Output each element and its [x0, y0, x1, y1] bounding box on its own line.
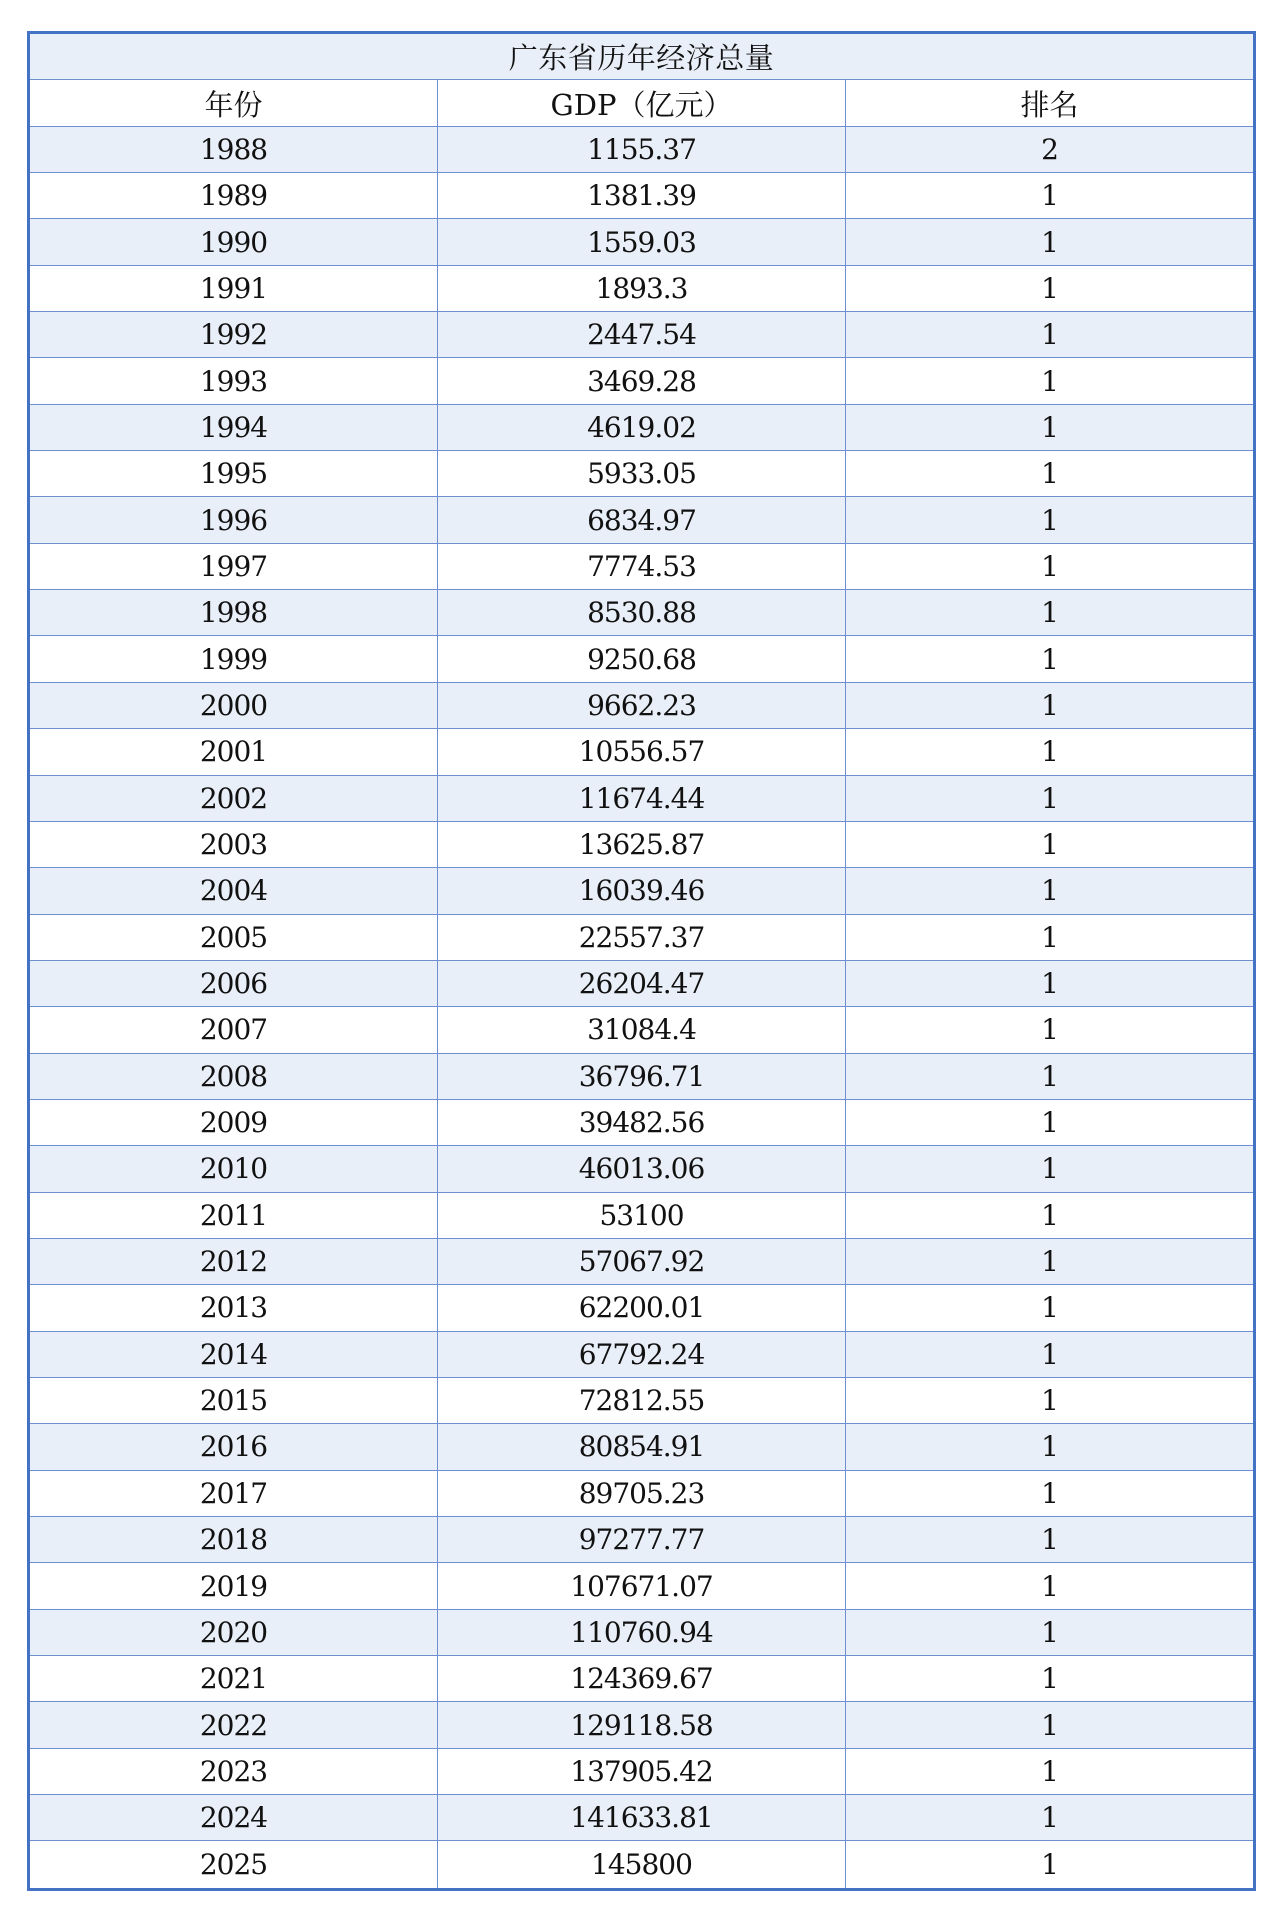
rank-cell: 1	[1041, 1754, 1058, 1788]
rank-cell: 1	[1041, 179, 1058, 213]
year-cell: 2015	[30, 1378, 438, 1423]
year-cell: 2005	[30, 915, 438, 960]
table-row	[30, 219, 1253, 265]
table-row	[30, 127, 1253, 173]
rank-cell: 1	[1041, 503, 1058, 537]
rank-cell: 1	[1041, 271, 1058, 305]
table-row	[30, 590, 1253, 636]
rank-cell: 1	[1041, 1662, 1058, 1696]
gdp-cell: 1559.03	[438, 219, 846, 264]
rank-cell: 1	[1041, 1059, 1058, 1093]
gdp-cell: 4619.02	[438, 405, 846, 450]
table-row	[30, 358, 1253, 404]
gdp-cell: 22557.37	[438, 915, 846, 960]
table-row	[30, 683, 1253, 729]
table-row	[30, 1100, 1253, 1146]
table-header-row	[30, 80, 1253, 126]
gdp-cell: 11674.44	[438, 776, 846, 821]
rank-cell: 1	[1041, 410, 1058, 444]
gdp-cell: 53100	[438, 1193, 846, 1238]
table-row	[30, 312, 1253, 358]
gdp-cell: 137905.42	[438, 1749, 846, 1794]
year-cell: 2010	[30, 1146, 438, 1191]
gdp-cell: 46013.06	[438, 1146, 846, 1191]
year-cell: 2018	[30, 1517, 438, 1562]
rank-cell: 1	[1041, 688, 1058, 722]
gdp-cell: 1155.37	[438, 127, 846, 172]
rank-cell: 1	[1041, 1569, 1058, 1603]
year-cell: 2024	[30, 1795, 438, 1840]
gdp-cell: 3469.28	[438, 358, 846, 403]
gdp-cell: 124369.67	[438, 1656, 846, 1701]
year-cell: 2000	[30, 683, 438, 728]
table-row	[30, 1517, 1253, 1563]
table-row	[30, 497, 1253, 543]
table-row	[30, 1007, 1253, 1053]
gdp-cell: 72812.55	[438, 1378, 846, 1423]
gdp-cell: 9662.23	[438, 683, 846, 728]
table-row	[30, 1424, 1253, 1470]
gdp-cell: 5933.05	[438, 451, 846, 496]
table-row	[30, 1054, 1253, 1100]
gdp-cell: 9250.68	[438, 636, 846, 681]
table-row	[30, 544, 1253, 590]
gdp-table	[27, 31, 1256, 1891]
table-row	[30, 1563, 1253, 1609]
gdp-cell: 13625.87	[438, 822, 846, 867]
rank-cell: 2	[1041, 132, 1058, 166]
rank-cell: 1	[1041, 642, 1058, 676]
rank-cell: 1	[1041, 1198, 1058, 1232]
table-row	[30, 405, 1253, 451]
gdp-cell: 110760.94	[438, 1610, 846, 1655]
gdp-cell: 26204.47	[438, 961, 846, 1006]
gdp-cell: 7774.53	[438, 544, 846, 589]
rank-cell: 1	[1041, 1430, 1058, 1464]
table-row	[30, 822, 1253, 868]
table-row	[30, 868, 1253, 914]
gdp-cell: 129118.58	[438, 1702, 846, 1747]
gdp-cell: 10556.57	[438, 729, 846, 774]
year-cell: 2025	[30, 1841, 438, 1887]
table-row	[30, 1332, 1253, 1378]
year-cell: 1993	[30, 358, 438, 403]
year-cell: 2011	[30, 1193, 438, 1238]
table-row	[30, 1193, 1253, 1239]
table-row	[30, 451, 1253, 497]
rank-cell: 1	[1041, 1106, 1058, 1140]
year-cell: 2022	[30, 1702, 438, 1747]
table-row	[30, 1610, 1253, 1656]
year-cell: 2008	[30, 1054, 438, 1099]
year-cell: 2014	[30, 1332, 438, 1377]
rank-cell: 1	[1041, 1013, 1058, 1047]
rank-cell: 1	[1041, 1615, 1058, 1649]
rank-cell: 1	[1041, 225, 1058, 259]
table-row	[30, 1795, 1253, 1841]
rank-cell: 1	[1041, 1801, 1058, 1835]
gdp-cell: 80854.91	[438, 1424, 846, 1469]
rank-cell: 1	[1041, 735, 1058, 769]
column-header-gdp: GDP（亿元）	[438, 80, 846, 125]
gdp-cell: 97277.77	[438, 1517, 846, 1562]
rank-cell: 1	[1041, 1384, 1058, 1418]
gdp-cell: 31084.4	[438, 1007, 846, 1052]
table-row	[30, 173, 1253, 219]
year-cell: 1998	[30, 590, 438, 635]
table-row	[30, 1702, 1253, 1748]
table-row	[30, 1656, 1253, 1702]
year-cell: 2003	[30, 822, 438, 867]
gdp-cell: 89705.23	[438, 1471, 846, 1516]
year-cell: 1997	[30, 544, 438, 589]
year-cell: 2021	[30, 1656, 438, 1701]
rank-cell: 1	[1041, 457, 1058, 491]
year-cell: 2007	[30, 1007, 438, 1052]
year-cell: 2004	[30, 868, 438, 913]
rank-cell: 1	[1041, 596, 1058, 630]
table-body	[30, 127, 1253, 1888]
year-cell: 2017	[30, 1471, 438, 1516]
year-cell: 2016	[30, 1424, 438, 1469]
year-cell: 2012	[30, 1239, 438, 1284]
year-cell: 1994	[30, 405, 438, 450]
year-cell: 2009	[30, 1100, 438, 1145]
rank-cell: 1	[1041, 1848, 1058, 1882]
gdp-cell: 16039.46	[438, 868, 846, 913]
rank-cell: 1	[1041, 967, 1058, 1001]
gdp-cell: 145800	[438, 1841, 846, 1887]
gdp-cell: 67792.24	[438, 1332, 846, 1377]
rank-cell: 1	[1041, 874, 1058, 908]
table-row	[30, 961, 1253, 1007]
rank-cell: 1	[1041, 1291, 1058, 1325]
table-row	[30, 729, 1253, 775]
gdp-cell: 107671.07	[438, 1563, 846, 1608]
gdp-cell: 36796.71	[438, 1054, 846, 1099]
rank-cell: 1	[1041, 920, 1058, 954]
rank-cell: 1	[1041, 318, 1058, 352]
year-cell: 1988	[30, 127, 438, 172]
rank-cell: 1	[1041, 1476, 1058, 1510]
year-cell: 2019	[30, 1563, 438, 1608]
gdp-cell: 62200.01	[438, 1285, 846, 1330]
table-row	[30, 1378, 1253, 1424]
gdp-cell: 6834.97	[438, 497, 846, 542]
year-cell: 1990	[30, 219, 438, 264]
rank-cell: 1	[1041, 1708, 1058, 1742]
year-cell: 2013	[30, 1285, 438, 1330]
rank-cell: 1	[1041, 1245, 1058, 1279]
year-cell: 1996	[30, 497, 438, 542]
rank-cell: 1	[1041, 1337, 1058, 1371]
year-cell: 1989	[30, 173, 438, 218]
gdp-cell: 141633.81	[438, 1795, 846, 1840]
year-cell: 1999	[30, 636, 438, 681]
year-cell: 2023	[30, 1749, 438, 1794]
table-row	[30, 1749, 1253, 1795]
table-row	[30, 266, 1253, 312]
column-header-rank: 排名	[1020, 87, 1079, 122]
table-row	[30, 1285, 1253, 1331]
gdp-cell: 57067.92	[438, 1239, 846, 1284]
gdp-cell: 2447.54	[438, 312, 846, 357]
year-cell: 2006	[30, 961, 438, 1006]
rank-cell: 1	[1041, 1523, 1058, 1557]
table-row	[30, 1471, 1253, 1517]
year-cell: 2002	[30, 776, 438, 821]
table-row	[30, 1841, 1253, 1887]
gdp-cell: 8530.88	[438, 590, 846, 635]
rank-cell: 1	[1041, 549, 1058, 583]
year-cell: 2001	[30, 729, 438, 774]
column-header-year: 年份	[30, 80, 438, 125]
gdp-cell: 1381.39	[438, 173, 846, 218]
rank-cell: 1	[1041, 781, 1058, 815]
gdp-cell: 39482.56	[438, 1100, 846, 1145]
table-row	[30, 1146, 1253, 1192]
year-cell: 1995	[30, 451, 438, 496]
table-row	[30, 1239, 1253, 1285]
table-title: 广东省历年经济总量	[508, 41, 775, 76]
rank-cell: 1	[1041, 364, 1058, 398]
year-cell: 2020	[30, 1610, 438, 1655]
year-cell: 1991	[30, 266, 438, 311]
table-row	[30, 915, 1253, 961]
gdp-cell: 1893.3	[438, 266, 846, 311]
table-row	[30, 776, 1253, 822]
year-cell: 1992	[30, 312, 438, 357]
table-title-row	[30, 34, 1253, 80]
table-row	[30, 636, 1253, 682]
rank-cell: 1	[1041, 828, 1058, 862]
rank-cell: 1	[1041, 1152, 1058, 1186]
